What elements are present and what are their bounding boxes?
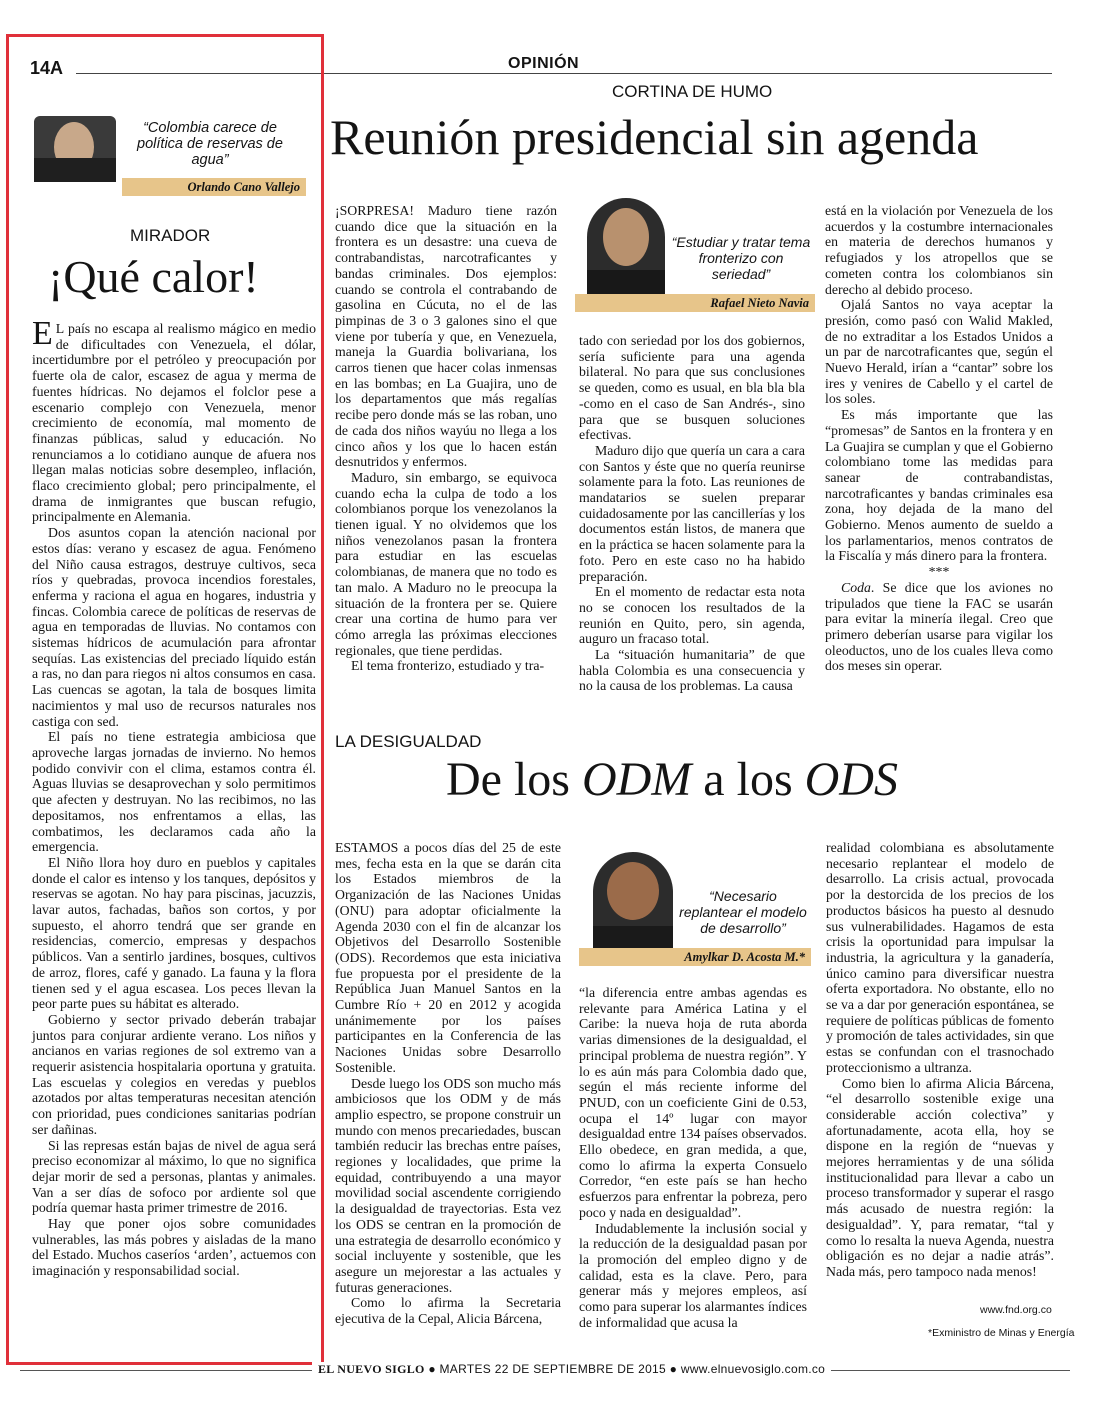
- paragraph: Ojalá Santos no vaya aceptar la presión, como pasó con Walid Makled, de no extraditar a los Estados Unidos a un par de narcotraficantes que, según el Nuevo Herald, irían a “cantar” sobre los ires y venires de Cabello y el cartel de los soles.: [825, 297, 1053, 407]
- article-column: [335, 840, 561, 1327]
- paragraph: El país no tiene estrategia ambiciosa que aproveche largas jornadas de invierno. No hemos podido convivir con el clima, estamos contra él. Aguas lluvias se desaprovechan y solo permitimos que afecten y destruyan. No las recibimos, no las depositamos, nos enfrentamos a ellas, las combatimos, les declaramos cada año la emergencia.: [32, 729, 316, 855]
- paragraph: está en la violación por Venezuela de los acuerdos y la costumbre internacionales en materia de derechos humanos y refugiados y los atropellos que se cometen contra los colombianos sin derecho al debido proceso.: [825, 203, 1053, 297]
- columnist-box: [575, 196, 815, 320]
- bullet-icon: ●: [669, 1362, 678, 1376]
- author-byline: Orlando Cano Vallejo: [122, 178, 306, 196]
- paragraph: Maduro, sin embargo, se equivoca cuando echa la culpa de todo a los colombianos porque los venezolanos la tienen igual. Y no olvidemos que los niños venezolanos pasan la frontera para estudiar en las escuelas colombianas, de manera que no todo es tan malo. A Maduro no le preocupa la situación de la frontera per se. Quiere crear una cortina de humo para ver cómo arregla las próximas elecciones regionales, que tiene perdidas.: [335, 469, 557, 658]
- paragraph: En el momento de redactar esta nota no se conocen los resultados de la reunión en Quito, pero, sin agenda, auguro un fracaso total.: [579, 584, 805, 647]
- author-footnote: *Exministro de Minas y Energía: [928, 1327, 1075, 1339]
- website: www.elnuevosiglo.com.co: [680, 1362, 826, 1376]
- newspaper-name: EL NUEVO SIGLO: [318, 1362, 425, 1376]
- article-column: [335, 203, 557, 674]
- paragraph: Indudablemente la inclusión social y la reducción de la desigualdad pasan por la promoción del empleo digno y de calidad, esta es la clave. Pero, para generar más y mejores empleos, así como para superar los alarmantes índices de informalidad que acusa la: [579, 1220, 807, 1330]
- paragraph: La “situación humanitaria” de que habla Colombia es una consecuencia y no la causa de los problemas. La causa: [579, 647, 805, 694]
- paragraph: realidad colombiana es absolutamente necesario replantear el modelo de desarrollo. La crisis actual, provocada por la destorcida de los precios de los productos básicos ha puesto al desnudo sus vulnerabilidades. Hagamos de esta crisis la oportunidad para impulsar la industria, la agricultura y la ganadería, único camino para diversificar nuestra oferta exportadora. No obstante, ello no se va a dar por generación espontánea, se requiere de políticas públicas de fomento y promoción de tales actividades, sin que estas se confundan con el trasnochado proteccionismo a ultranza.: [826, 840, 1054, 1075]
- paragraph: Como lo afirma la Secretaria ejecutiva de la Cepal, Alicia Bárcena,: [335, 1295, 561, 1327]
- paragraph: ¡SORPRESA! Maduro tiene razón cuando dice que la situación en la frontera es un desastre: una cueva de contrabandistas, narcotraficantes y bandas criminales. Dos ejemplos: cuando se controla el contrabando de gasolina en Cúcuta, no el de las pimpinas de 3 o 3 galones sino el que viene por tubería y que, en Venezuela, maneja la Guardia bolivariana, los carros tienen que hacer colas inmensas en las bombas; en La Guajira, uno de los departamentos que más regalías recibe pero donde más se las roban, uno de cada dos niños wayúu no llega a los cinco años y los que lo hacen están desnutridos y enfermos.: [335, 203, 557, 470]
- columnist-photo: [587, 198, 665, 298]
- pull-quote: “Estudiar y tratar tema fronterizo con seriedad”: [671, 234, 811, 282]
- article-title: Reunión presidencial sin agenda: [330, 109, 979, 165]
- columnist-photo: [593, 852, 673, 952]
- coda-paragraph: Coda. Se dice que los aviones no tripulados que tiene la FAC se usarán para evitar la minería ilegal. Creo que primero deberían usarse para vigilar los oleoductos, uno de los cuales lleva como dos meses sin operar.: [825, 579, 1053, 674]
- article-title: ¡Qué calor!: [48, 251, 259, 302]
- article-column: [825, 203, 1053, 674]
- paragraph: Como bien lo afirma Alicia Bárcena, “el desarrollo sostenible exige una considerable acción colectiva” y afortunadamente, acota ella, hoy se dispone en la región de “nuevas y mejores herramientas y de una sólida institucionalidad para llevar a cabo un proceso transformador y superar el rasgo más acusado de nuestra región: la desigualdad”. Y, para rematar, “tal y como lo resalta la nueva Agenda, nuestra obligación es no dejar a nadie atrás”. Nada más, pero tampoco nada menos!: [826, 1075, 1054, 1279]
- author-byline: Rafael Nieto Navia: [575, 294, 815, 312]
- pull-quote: “Colombia carece de política de reservas de agua”: [137, 120, 283, 168]
- paragraph: Desde luego los ODS son mucho más ambiciosos que los ODM y de más amplio espectro, se propone construir un mundo con menos precariedades, buscan también reducir las brechas entre países, regiones y localidades, que prime la equidad, contribuyendo a una mayor movilidad social ascendente corrigiendo la desigualdad de trayectorias. Esta vez los ODS se centran en la promoción de una estrategia de desarrollo económico y social incluyente y sostenible, que les asegure un mejorestar a las actuales y futuras generaciones.: [335, 1075, 561, 1295]
- paragraph: tado con seriedad por los dos gobiernos, sería suficiente para una agenda bilateral. No para que sus conclusiones se queden, como es usual, en bla bla bla -como en el caso de San Andrés-, sino para que se busquen soluciones efectivas.: [579, 333, 805, 443]
- column-label: CORTINA DE HUMO: [612, 82, 773, 101]
- paragraph: Hay que poner ojos sobre comunidades vulnerables, las más pobres y aisladas de la mano del Estado. Muchos caseríos ‘arden’, actuemos con imaginación y responsabilidad social.: [32, 1216, 316, 1279]
- section-name: OPINIÓN: [500, 55, 587, 73]
- paragraph: E L país no escapa al realismo mágico en medio de dificultades con Venezuela, el dólar, incertidumbre por el petróleo y preocupación por fuerte ola de calor, escasez de agua y merma de fuentes hídricas. No dejamos el folclor pese a escenario complejo con Venezuela, menor crecimiento de economía, mal momento de finanzas públicas, salud y educación. No renunciamos a lo cotidiano aunque de afuera nos llegan malas noticias sobre desempleo, inflación, flaco crecimiento global; pero principalmente, el drama de inmigrantes que buscan refugio, principalmente en Alemania.: [32, 315, 316, 525]
- paragraph: El Niño llora hoy duro en pueblos y capitales donde el calor es intenso y los tanques, depósitos y reservas se agotan. No hay para piscinas, jacuzzis, lavar autos, fachadas, baños son cortos, y por supuesto, el ahorro tendrá que ser grande en residencias, comercio, empresas y despachos públicos. Van a sentirlo jardines, bosques, cultivos de arroz, flores, café y ganado. La fauna y la flora tienen sed y el agua escasea. Los peces llevan la peor parte pues su hábitat es alterado.: [32, 854, 316, 1012]
- page-footer: [312, 1362, 831, 1377]
- columnist-box: [579, 850, 811, 968]
- author-byline: Amylkar D. Acosta M.*: [579, 948, 811, 966]
- paragraph: Dos asuntos copan la atención nacional por estos días: verano y escasez de agua. Fenómeno del Niño causa estragos, destruye cultivos, seca ríos y quebradas, provoca incendios forestales, enferma y raciona el agua en hogares, industria y fincas. Colombia carece de políticas de reservas de agua en temporadas de lluvias. No contamos con sistemas hídricos de acumulación para afrontar sequías. Las existencias del preciado líquido están a ras, no dan para riegos ni altos consumos en casa. Las cuencas se agotan, la tala de bosques limita nacimientos y mal uso de recursos naturales nos castiga con sed.: [32, 525, 316, 729]
- dropcap: E: [32, 315, 53, 352]
- issue-date: MARTES 22 DE SEPTIEMBRE DE 2015: [439, 1362, 667, 1376]
- article-column: [826, 840, 1054, 1280]
- article-column: [579, 333, 805, 694]
- article-title: De los ODM a los ODS: [446, 753, 898, 806]
- column-label: LA DESIGUALDAD: [335, 732, 482, 751]
- paragraph: ESTAMOS a pocos días del 25 de este mes, fecha esta en la que se darán cita los Estados miembros de la Organización de las Naciones Unidas (ONU) para adoptar oficialmente la Agenda 2030 con el fin de alcanzar los Objetivos del Desarrollo Sostenible (ODS). Recordemos que esta iniciativa fue propuesta por el presidente de la República Juan Manuel Santos en la Cumbre Río + 20 en 2012 y acogida unánimemente por los países participantes en la Conferencia de las Naciones Unidas sobre Desarrollo Sostenible.: [335, 840, 561, 1075]
- page-number: 14A: [30, 58, 64, 78]
- pull-quote: “Necesario replantear el modelo de desarrollo”: [679, 888, 807, 936]
- paragraph: Maduro dijo que quería un cara a cara con Santos y éste que no quería reunirse solamente para la foto. Las reuniones de mandatarios se suelen preparar cuidadosamente por las cancillerías y los documentos están listos, de manera que en la práctica se hacen solamente para la foto. Pero en este caso no ha habido preparación.: [579, 442, 805, 584]
- paragraph: “la diferencia entre ambas agendas es relevante para América Latina y el Caribe: la nueva hoja de ruta aborda varias dimensiones de la desigualdad, el principal problema de nuestra región”. Y lo es aún más para Colombia dado que, según el más reciente informe del PNUD, con un coeficiente Gini de 0.53, ocupa el 14º lugar con mayor desigualdad entre 134 países observados. Ello obedece, en gran medida, a que, como lo afirma la experta Consuelo Corredor, “en este país se han hecho esfuerzos para enfrentar la pobreza, pero poco y nada en desigualdad”.: [579, 985, 807, 1220]
- author-website: www.fnd.org.co: [980, 1304, 1052, 1316]
- separator: ***: [928, 564, 950, 580]
- column-label: MIRADOR: [130, 226, 211, 245]
- highlight-frame: [6, 34, 324, 1365]
- paragraph: Si las represas están bajas de nivel de agua será preciso economizar al máximo, lo que no significa dejar morir de sed a personas, plantas y animales. Van a ser días de sofoco por ardiente sol que podría quemar hasta primer trimestre de 2016.: [32, 1137, 316, 1216]
- paragraph: El tema fronterizo, estudiado y tra-: [351, 658, 545, 674]
- paragraph: Es más importante que las “promesas” de Santos en la frontera y en La Guajira se cumplan y que el Gobierno colombiano tome las medidas para sanear de contrabandistas, narcotraficantes y bandas criminales esa zona, hoy dejada de la mano del Gobierno. Menos aumento de sueldo a los parlamentarios, menos contratos de la Fiscalía y más dinero para la frontera.: [825, 407, 1053, 564]
- article-column: [579, 985, 807, 1330]
- paragraph: Gobierno y sector privado deberán trabajar juntos para conjurar ardiente verano. Los niños y ancianos en varias regiones de sol extremo van a requerir asistencia hospitalaria oportuna y gratuita. Las escuelas y colegios en veredas y pueblos azotados por altas temperaturas necesitan atención con prioridad, pues condiciones sanitarias podrían ser dañinas.: [32, 1011, 316, 1137]
- bullet-icon: ●: [428, 1362, 436, 1376]
